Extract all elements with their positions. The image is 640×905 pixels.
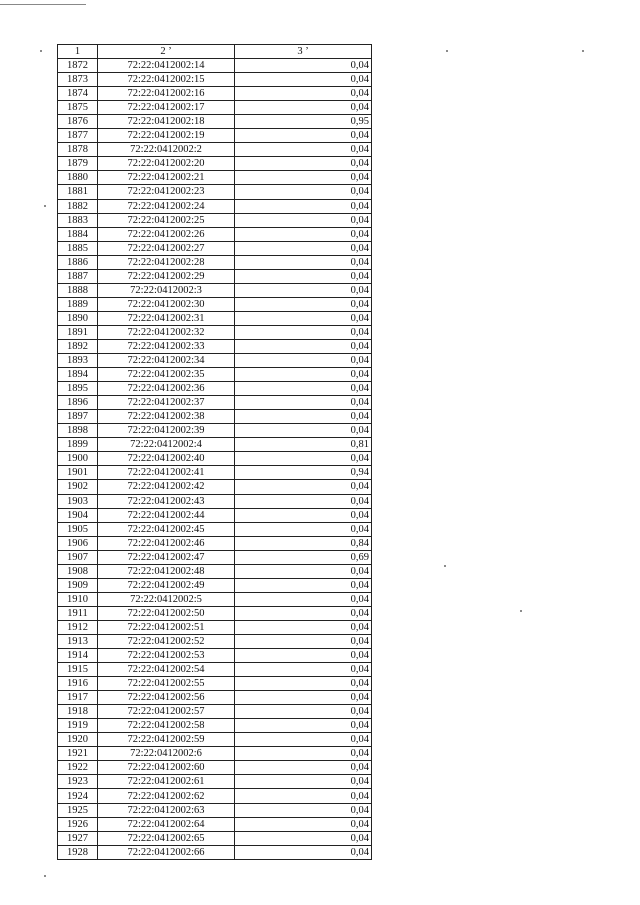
area-value: 0,04 xyxy=(235,171,372,185)
row-number: 1880 xyxy=(58,171,98,185)
area-value: 0,04 xyxy=(235,508,372,522)
cadastral-number: 72:22:0412002:4 xyxy=(98,438,235,452)
cadastral-number: 72:22:0412002:19 xyxy=(98,129,235,143)
cadastral-number: 72:22:0412002:41 xyxy=(98,466,235,480)
area-value: 0,04 xyxy=(235,59,372,73)
area-value: 0,04 xyxy=(235,663,372,677)
column-header-3: 3 ’ xyxy=(235,45,372,59)
scan-edge-mark xyxy=(0,4,86,5)
cadastral-number: 72:22:0412002:17 xyxy=(98,101,235,115)
cadastral-table xyxy=(57,44,372,860)
table-row xyxy=(58,649,372,663)
table-row xyxy=(58,325,372,339)
table-row xyxy=(58,171,372,185)
row-number: 1893 xyxy=(58,354,98,368)
row-number: 1909 xyxy=(58,578,98,592)
cadastral-number: 72:22:0412002:39 xyxy=(98,424,235,438)
area-value: 0,04 xyxy=(235,283,372,297)
row-number: 1877 xyxy=(58,129,98,143)
table-row xyxy=(58,480,372,494)
cadastral-number: 72:22:0412002:38 xyxy=(98,410,235,424)
area-value: 0,04 xyxy=(235,480,372,494)
table-row xyxy=(58,297,372,311)
table-row xyxy=(58,733,372,747)
table-row xyxy=(58,354,372,368)
table-row xyxy=(58,606,372,620)
cadastral-number: 72:22:0412002:57 xyxy=(98,705,235,719)
cadastral-number: 72:22:0412002:6 xyxy=(98,747,235,761)
row-number: 1927 xyxy=(58,831,98,845)
area-value: 0,04 xyxy=(235,255,372,269)
area-value: 0,04 xyxy=(235,241,372,255)
area-value: 0,04 xyxy=(235,129,372,143)
row-number: 1898 xyxy=(58,424,98,438)
table-row xyxy=(58,396,372,410)
cadastral-number: 72:22:0412002:24 xyxy=(98,199,235,213)
table-row xyxy=(58,845,372,859)
column-header-2: 2 ’ xyxy=(98,45,235,59)
cadastral-number: 72:22:0412002:61 xyxy=(98,775,235,789)
row-number: 1914 xyxy=(58,649,98,663)
table-row xyxy=(58,817,372,831)
table-body xyxy=(58,59,372,860)
table-row xyxy=(58,761,372,775)
row-number: 1920 xyxy=(58,733,98,747)
area-value: 0,04 xyxy=(235,606,372,620)
area-value: 0,04 xyxy=(235,733,372,747)
area-value: 0,04 xyxy=(235,649,372,663)
area-value: 0,04 xyxy=(235,410,372,424)
row-number: 1873 xyxy=(58,73,98,87)
area-value: 0,04 xyxy=(235,719,372,733)
table-row xyxy=(58,283,372,297)
table-row xyxy=(58,213,372,227)
table-row xyxy=(58,185,372,199)
area-value: 0,04 xyxy=(235,817,372,831)
table-row xyxy=(58,115,372,129)
row-number: 1907 xyxy=(58,550,98,564)
cadastral-number: 72:22:0412002:51 xyxy=(98,620,235,634)
row-number: 1913 xyxy=(58,634,98,648)
cadastral-number: 72:22:0412002:15 xyxy=(98,73,235,87)
row-number: 1874 xyxy=(58,87,98,101)
row-number: 1895 xyxy=(58,382,98,396)
cadastral-number: 72:22:0412002:32 xyxy=(98,325,235,339)
table-row xyxy=(58,803,372,817)
table-row xyxy=(58,634,372,648)
row-number: 1882 xyxy=(58,199,98,213)
cadastral-number: 72:22:0412002:35 xyxy=(98,368,235,382)
row-number: 1923 xyxy=(58,775,98,789)
cadastral-number: 72:22:0412002:2 xyxy=(98,143,235,157)
area-value: 0,04 xyxy=(235,564,372,578)
row-number: 1876 xyxy=(58,115,98,129)
table-row xyxy=(58,677,372,691)
scan-speck xyxy=(40,50,42,52)
row-number: 1886 xyxy=(58,255,98,269)
cadastral-number: 72:22:0412002:50 xyxy=(98,606,235,620)
cadastral-number: 72:22:0412002:29 xyxy=(98,269,235,283)
table-row xyxy=(58,564,372,578)
area-value: 0,04 xyxy=(235,424,372,438)
row-number: 1888 xyxy=(58,283,98,297)
table-row xyxy=(58,775,372,789)
table-row xyxy=(58,578,372,592)
area-value: 0,04 xyxy=(235,325,372,339)
cadastral-number: 72:22:0412002:26 xyxy=(98,227,235,241)
row-number: 1906 xyxy=(58,536,98,550)
cadastral-number: 72:22:0412002:25 xyxy=(98,213,235,227)
cadastral-number: 72:22:0412002:42 xyxy=(98,480,235,494)
table-row xyxy=(58,663,372,677)
table-row xyxy=(58,311,372,325)
table-row xyxy=(58,831,372,845)
area-value: 0,04 xyxy=(235,87,372,101)
table-row xyxy=(58,143,372,157)
row-number: 1910 xyxy=(58,592,98,606)
area-value: 0,04 xyxy=(235,634,372,648)
cadastral-number: 72:22:0412002:47 xyxy=(98,550,235,564)
scan-speck xyxy=(582,50,584,52)
scan-speck xyxy=(444,565,446,567)
table-row xyxy=(58,438,372,452)
area-value: 0,04 xyxy=(235,199,372,213)
cadastral-number: 72:22:0412002:14 xyxy=(98,59,235,73)
table-header-row xyxy=(58,45,372,59)
area-value: 0,04 xyxy=(235,831,372,845)
cadastral-number: 72:22:0412002:21 xyxy=(98,171,235,185)
row-number: 1883 xyxy=(58,213,98,227)
area-value: 0,84 xyxy=(235,536,372,550)
area-value: 0,04 xyxy=(235,522,372,536)
table-row xyxy=(58,129,372,143)
area-value: 0,81 xyxy=(235,438,372,452)
cadastral-number: 72:22:0412002:65 xyxy=(98,831,235,845)
row-number: 1897 xyxy=(58,410,98,424)
row-number: 1911 xyxy=(58,606,98,620)
table-row xyxy=(58,410,372,424)
row-number: 1884 xyxy=(58,227,98,241)
table-row xyxy=(58,466,372,480)
area-value: 0,04 xyxy=(235,297,372,311)
area-value: 0,04 xyxy=(235,677,372,691)
area-value: 0,94 xyxy=(235,466,372,480)
row-number: 1926 xyxy=(58,817,98,831)
area-value: 0,04 xyxy=(235,311,372,325)
cadastral-number: 72:22:0412002:34 xyxy=(98,354,235,368)
cadastral-number: 72:22:0412002:46 xyxy=(98,536,235,550)
area-value: 0,69 xyxy=(235,550,372,564)
area-value: 0,04 xyxy=(235,368,372,382)
scan-speck xyxy=(44,875,46,877)
row-number: 1881 xyxy=(58,185,98,199)
cadastral-number: 72:22:0412002:44 xyxy=(98,508,235,522)
row-number: 1928 xyxy=(58,845,98,859)
area-value: 0,04 xyxy=(235,494,372,508)
row-number: 1875 xyxy=(58,101,98,115)
row-number: 1915 xyxy=(58,663,98,677)
cadastral-number: 72:22:0412002:59 xyxy=(98,733,235,747)
row-number: 1905 xyxy=(58,522,98,536)
cadastral-number: 72:22:0412002:43 xyxy=(98,494,235,508)
row-number: 1892 xyxy=(58,339,98,353)
row-number: 1912 xyxy=(58,620,98,634)
area-value: 0,04 xyxy=(235,747,372,761)
cadastral-number: 72:22:0412002:28 xyxy=(98,255,235,269)
cadastral-number: 72:22:0412002:45 xyxy=(98,522,235,536)
row-number: 1902 xyxy=(58,480,98,494)
cadastral-number: 72:22:0412002:23 xyxy=(98,185,235,199)
cadastral-number: 72:22:0412002:58 xyxy=(98,719,235,733)
table-row xyxy=(58,87,372,101)
cadastral-number: 72:22:0412002:53 xyxy=(98,649,235,663)
cadastral-number: 72:22:0412002:62 xyxy=(98,789,235,803)
area-value: 0,04 xyxy=(235,339,372,353)
table-row xyxy=(58,452,372,466)
area-value: 0,04 xyxy=(235,789,372,803)
table-row xyxy=(58,494,372,508)
table-row xyxy=(58,592,372,606)
table-row xyxy=(58,691,372,705)
cadastral-number: 72:22:0412002:56 xyxy=(98,691,235,705)
cadastral-number: 72:22:0412002:36 xyxy=(98,382,235,396)
table-row xyxy=(58,269,372,283)
row-number: 1896 xyxy=(58,396,98,410)
cadastral-number: 72:22:0412002:30 xyxy=(98,297,235,311)
area-value: 0,04 xyxy=(235,775,372,789)
area-value: 0,04 xyxy=(235,452,372,466)
area-value: 0,04 xyxy=(235,101,372,115)
cadastral-number: 72:22:0412002:66 xyxy=(98,845,235,859)
row-number: 1919 xyxy=(58,719,98,733)
area-value: 0,04 xyxy=(235,354,372,368)
cadastral-number: 72:22:0412002:40 xyxy=(98,452,235,466)
table-row xyxy=(58,368,372,382)
table-row xyxy=(58,550,372,564)
table-row xyxy=(58,522,372,536)
cadastral-number: 72:22:0412002:49 xyxy=(98,578,235,592)
row-number: 1872 xyxy=(58,59,98,73)
area-value: 0,04 xyxy=(235,382,372,396)
scan-speck xyxy=(446,50,448,52)
row-number: 1887 xyxy=(58,269,98,283)
scan-speck xyxy=(520,610,522,612)
row-number: 1903 xyxy=(58,494,98,508)
row-number: 1918 xyxy=(58,705,98,719)
cadastral-number: 72:22:0412002:31 xyxy=(98,311,235,325)
table-row xyxy=(58,747,372,761)
scan-speck xyxy=(44,205,46,207)
area-value: 0,04 xyxy=(235,691,372,705)
cadastral-number: 72:22:0412002:63 xyxy=(98,803,235,817)
table-row xyxy=(58,101,372,115)
row-number: 1924 xyxy=(58,789,98,803)
row-number: 1901 xyxy=(58,466,98,480)
area-value: 0,04 xyxy=(235,578,372,592)
row-number: 1921 xyxy=(58,747,98,761)
table-row xyxy=(58,339,372,353)
row-number: 1891 xyxy=(58,325,98,339)
table-row xyxy=(58,157,372,171)
table-row xyxy=(58,382,372,396)
table-row xyxy=(58,255,372,269)
table-row xyxy=(58,719,372,733)
table-row xyxy=(58,789,372,803)
table-row xyxy=(58,536,372,550)
area-value: 0,04 xyxy=(235,73,372,87)
table-row xyxy=(58,424,372,438)
row-number: 1878 xyxy=(58,143,98,157)
area-value: 0,04 xyxy=(235,705,372,719)
row-number: 1925 xyxy=(58,803,98,817)
row-number: 1894 xyxy=(58,368,98,382)
column-header-1: 1 xyxy=(58,45,98,59)
cadastral-number: 72:22:0412002:54 xyxy=(98,663,235,677)
area-value: 0,04 xyxy=(235,185,372,199)
row-number: 1922 xyxy=(58,761,98,775)
cadastral-number: 72:22:0412002:3 xyxy=(98,283,235,297)
cadastral-number: 72:22:0412002:60 xyxy=(98,761,235,775)
cadastral-number: 72:22:0412002:48 xyxy=(98,564,235,578)
table-row xyxy=(58,59,372,73)
area-value: 0,04 xyxy=(235,592,372,606)
row-number: 1917 xyxy=(58,691,98,705)
cadastral-number: 72:22:0412002:64 xyxy=(98,817,235,831)
row-number: 1889 xyxy=(58,297,98,311)
area-value: 0,04 xyxy=(235,143,372,157)
area-value: 0,04 xyxy=(235,761,372,775)
cadastral-number: 72:22:0412002:27 xyxy=(98,241,235,255)
cadastral-number: 72:22:0412002:18 xyxy=(98,115,235,129)
area-value: 0,04 xyxy=(235,396,372,410)
area-value: 0,04 xyxy=(235,845,372,859)
row-number: 1900 xyxy=(58,452,98,466)
cadastral-number: 72:22:0412002:20 xyxy=(98,157,235,171)
area-value: 0,04 xyxy=(235,213,372,227)
area-value: 0,04 xyxy=(235,620,372,634)
cadastral-number: 72:22:0412002:33 xyxy=(98,339,235,353)
area-value: 0,04 xyxy=(235,269,372,283)
cadastral-number: 72:22:0412002:5 xyxy=(98,592,235,606)
cadastral-number: 72:22:0412002:55 xyxy=(98,677,235,691)
row-number: 1879 xyxy=(58,157,98,171)
table-row xyxy=(58,705,372,719)
row-number: 1885 xyxy=(58,241,98,255)
area-value: 0,95 xyxy=(235,115,372,129)
row-number: 1890 xyxy=(58,311,98,325)
area-value: 0,04 xyxy=(235,803,372,817)
table-row xyxy=(58,73,372,87)
area-value: 0,04 xyxy=(235,227,372,241)
table-row xyxy=(58,227,372,241)
row-number: 1899 xyxy=(58,438,98,452)
table-row xyxy=(58,241,372,255)
row-number: 1916 xyxy=(58,677,98,691)
table-row xyxy=(58,508,372,522)
row-number: 1908 xyxy=(58,564,98,578)
table-row xyxy=(58,199,372,213)
cadastral-number: 72:22:0412002:37 xyxy=(98,396,235,410)
table-row xyxy=(58,620,372,634)
cadastral-number: 72:22:0412002:52 xyxy=(98,634,235,648)
area-value: 0,04 xyxy=(235,157,372,171)
row-number: 1904 xyxy=(58,508,98,522)
cadastral-number: 72:22:0412002:16 xyxy=(98,87,235,101)
